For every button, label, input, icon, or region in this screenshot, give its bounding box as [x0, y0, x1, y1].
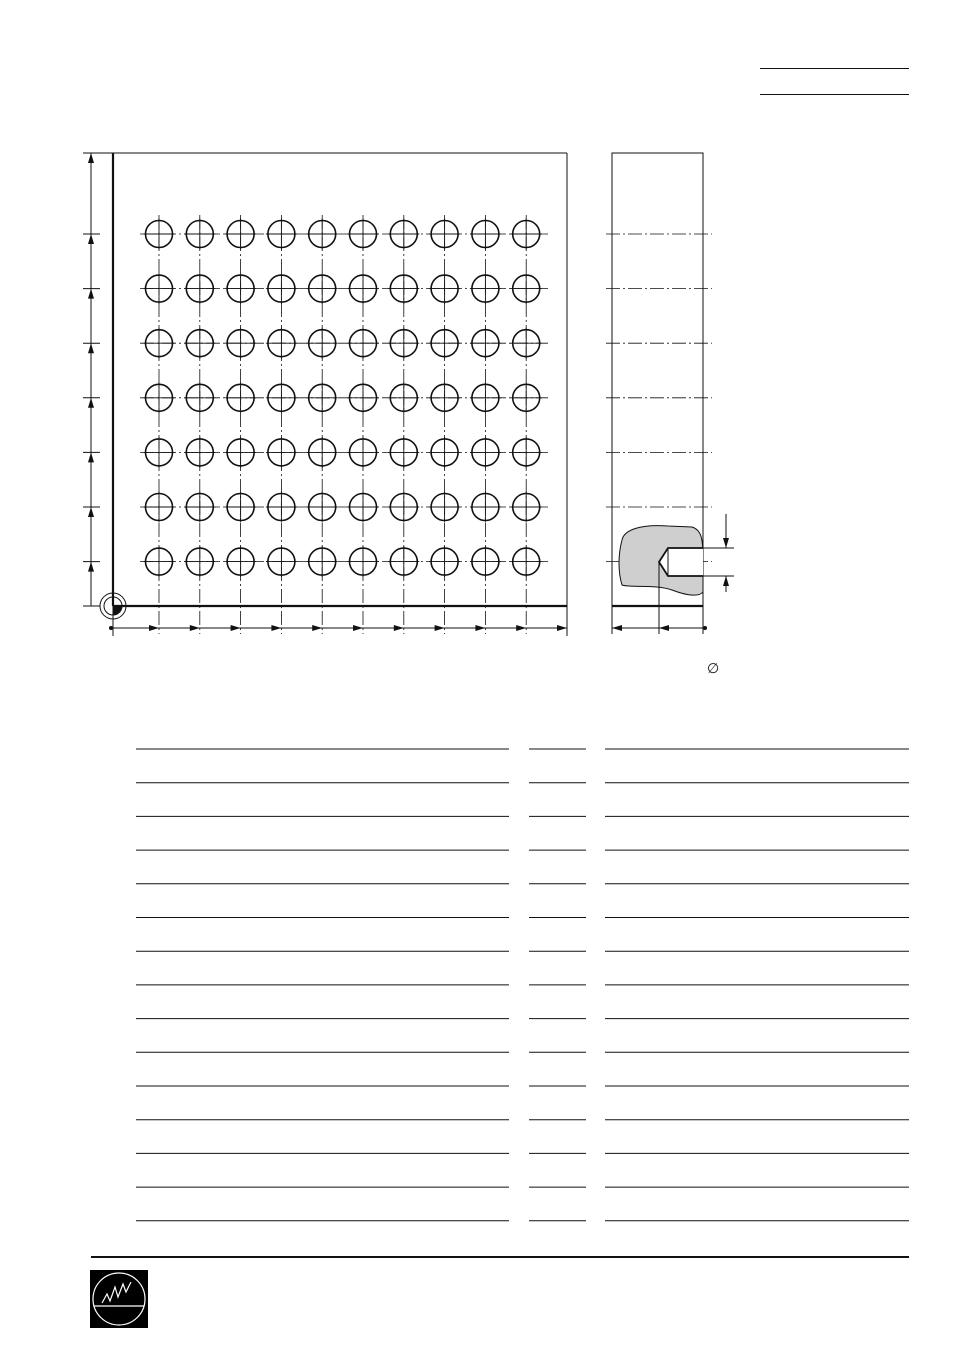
publisher-logo-icon [90, 1270, 148, 1328]
diameter-symbol: ∅ [707, 660, 720, 676]
